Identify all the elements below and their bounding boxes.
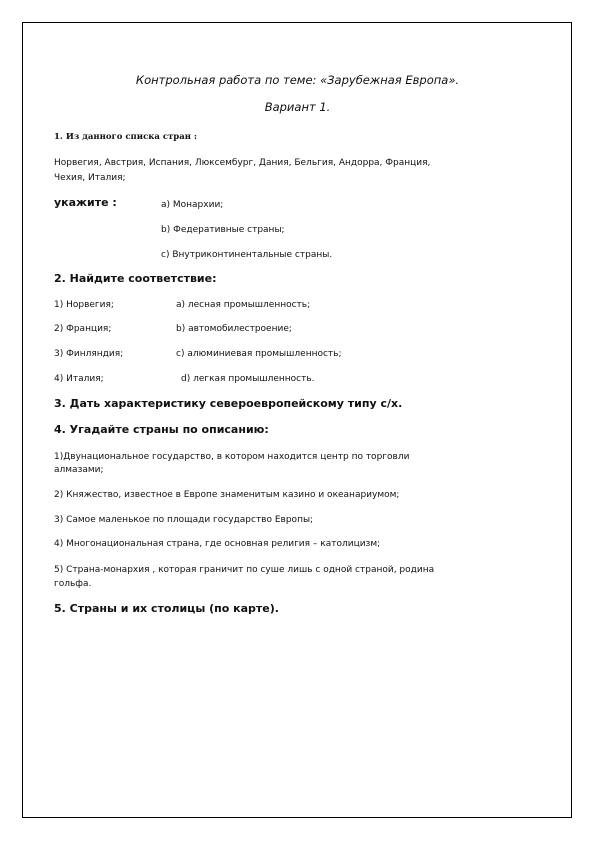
q4-item-1-line1: 1)Двунациональное государство, в котором находится центр по торговли (54, 452, 410, 462)
q1-countries-line2: Чехия, Италия; (54, 173, 126, 183)
q2-right-b: b) автомобилестроение; (176, 324, 292, 334)
q2-right-a: а) лесная промышленность; (176, 300, 311, 310)
q2-right-c: c) алюминиевая промышленность; (176, 349, 342, 359)
q4-item-5-line1: 5) Страна-монархия , которая граничит по суше лишь с одной страной, родина (54, 565, 435, 575)
q2-left-4: 4) Италия; (54, 374, 104, 384)
q1-option-c: c) Внутриконтинентальные страны. (161, 250, 333, 260)
q1-task: укажите : (54, 196, 117, 209)
q4-item-5-line2: гольфа. (54, 579, 92, 589)
page-title: Контрольная работа по теме: «Зарубежная Европа». (135, 73, 460, 87)
q4-heading: 4. Угадайте страны по описанию: (54, 423, 269, 436)
q2-left-1: 1) Норвегия; (54, 300, 114, 310)
q2-left-3: 3) Финляндия; (54, 349, 124, 359)
q1-option-b: b) Федеративные страны; (161, 225, 285, 235)
q4-item-2: 2) Княжество, известное в Европе знаменитым казино и океанариумом; (54, 490, 400, 500)
q1-countries-line1: Норвегия, Австрия, Испания, Люксембург, Дания, Бельгия, Андорра, Франция, (54, 158, 431, 168)
variant-label: Вариант 1. (264, 100, 331, 114)
q3-heading: 3. Дать характеристику североевропейскому типу с/х. (54, 397, 403, 410)
q5-heading: 5. Страны и их столицы (по карте). (54, 602, 279, 615)
q1-heading: 1. Из данного списка стран : (54, 132, 198, 142)
q2-left-2: 2) Франция; (54, 324, 112, 334)
q2-right-d: d) легкая промышленность. (181, 374, 315, 384)
q4-item-1-line2: алмазами; (54, 465, 104, 475)
q4-item-3: 3) Самое маленькое по площади государство Европы; (54, 515, 314, 525)
q2-heading: 2. Найдите соответствие: (54, 272, 217, 285)
q1-option-a: а) Монархии; (161, 200, 224, 210)
q4-item-4: 4) Многонациональная страна, где основная религия – католицизм; (54, 539, 381, 549)
